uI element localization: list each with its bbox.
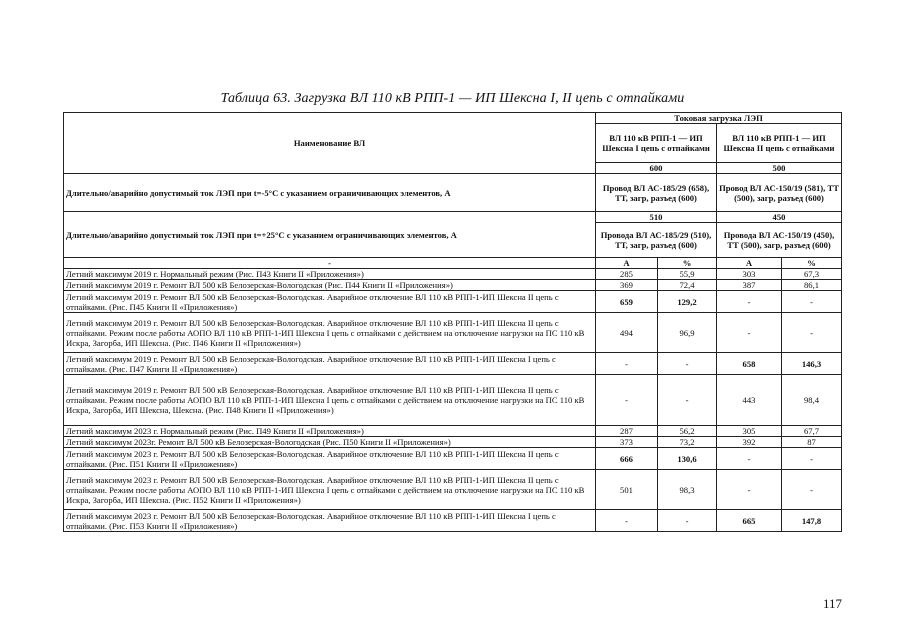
row-name: Летний максимум 2019 г. Нормальный режим (Рис. П43 Книги II «Приложения») — [64, 269, 596, 280]
cell-p2: 146,3 — [782, 353, 842, 375]
cell-a2: 658 — [717, 353, 782, 375]
limit-m5-elements-line1: Провод ВЛ АС-185/29 (658), ТТ, загр, разъед (600) — [596, 174, 717, 212]
cell-p2: - — [782, 470, 842, 510]
row-name: Летний максимум 2023 г. Нормальный режим (Рис. П49 Книги II «Приложения») — [64, 426, 596, 437]
limit-p25-elements-line2: Провода ВЛ АС-150/19 (450), ТТ (500), загр, разъед (600) — [717, 223, 842, 258]
cell-a1: 285 — [596, 269, 658, 280]
limit-p25-line2: 450 — [717, 212, 842, 223]
cell-p1: - — [658, 375, 717, 426]
cell-p2: - — [782, 313, 842, 353]
cell-a2: 305 — [717, 426, 782, 437]
table-caption: Таблица 63. Загрузка ВЛ 110 кВ РПП-1 — ИП Шексна I, II цепь с отпайками — [220, 91, 685, 106]
table-row — [64, 353, 842, 375]
limit-p25-elements-line1: Провода ВЛ АС-185/29 (510), ТТ, загр, разъед (600) — [596, 223, 717, 258]
row-name: Летний максимум 2019 г. Ремонт ВЛ 500 кВ Белозерская-Вологодская. Аварийное отключение ВЛ 110 кВ РПП-1-ИП Шексна II цепь с отпайками. (Рис. П45 Книги II «Приложения») — [64, 291, 596, 313]
cell-a1: 659 — [596, 291, 658, 313]
table-row — [64, 437, 842, 448]
table-row — [64, 510, 842, 532]
row-name: Летний максимум 2023 г. Ремонт ВЛ 500 кВ Белозерская-Вологодская. Аварийное отключение ВЛ 110 кВ РПП-1-ИП Шексна II цепь с отпайками. Режим после работы АОПО ВЛ 110 кВ РПП-1-ИП Шексна I цепь с отпайками с действием на отключение нагрузки на ПС 110 кВ Искра, Загорба, ИП Шексна. (Рис. П52 Книги II «Приложения») — [64, 470, 596, 510]
limit-m5-label: Длительно/аварийно допустимый ток ЛЭП при t=-5°С с указанием ограничивающих элементов, А — [64, 174, 596, 212]
limit-m5-elements-line2: Провод ВЛ АС-150/19 (581), ТТ (500), загр, разъед (600) — [717, 174, 842, 212]
cell-p2: - — [782, 291, 842, 313]
header-line-2: ВЛ 110 кВ РПП-1 — ИП Шексна II цепь с отпайками — [717, 124, 842, 163]
header-current-load: Токовая загрузка ЛЭП — [596, 113, 842, 124]
header-name-col: Наименование ВЛ — [64, 113, 596, 174]
cell-p1: 72,4 — [658, 280, 717, 291]
cell-a1: - — [596, 375, 658, 426]
cell-a2: - — [717, 291, 782, 313]
cell-a1: 287 — [596, 426, 658, 437]
cell-p1: 96,9 — [658, 313, 717, 353]
cell-a1: 494 — [596, 313, 658, 353]
limit-m5-line2: 500 — [717, 163, 842, 174]
cell-p2: 98,4 — [782, 375, 842, 426]
cell-a2: 303 — [717, 269, 782, 280]
cell-p2: 67,7 — [782, 426, 842, 437]
cell-p1: - — [658, 353, 717, 375]
table-row — [64, 426, 842, 437]
cell-a1: 369 — [596, 280, 658, 291]
cell-p1: 130,6 — [658, 448, 717, 470]
cell-p2: - — [782, 448, 842, 470]
row-name: Летний максимум 2019 г. Ремонт ВЛ 500 кВ Белозерская-Вологодская. Аварийное отключение ВЛ 110 кВ РПП-1-ИП Шексна II цепь с отпайками. Режим после работы АОПО ВЛ 110 кВ РПП-1-ИП Шексна I цепь с отпайками с действием на отключение нагрузки на ПС 110 кВ Искра, Загорба, ИП Шексна. (Рис. П46 Книги II «Приложения») — [64, 313, 596, 353]
cell-a1: 666 — [596, 448, 658, 470]
unit-pct-line2: % — [782, 258, 842, 269]
limit-m5-line1: 600 — [596, 163, 717, 174]
cell-p1: 55,9 — [658, 269, 717, 280]
cell-p2: 86,1 — [782, 280, 842, 291]
cell-a2: 665 — [717, 510, 782, 532]
unit-a-line2: А — [717, 258, 782, 269]
table-row — [64, 375, 842, 426]
table-row — [64, 280, 842, 291]
cell-p2: 67,3 — [782, 269, 842, 280]
row-name: Летний максимум 2019 г. Ремонт ВЛ 500 кВ Белозерская-Вологодская. Аварийное отключение ВЛ 110 кВ РПП-1-ИП Шексна I цепь с отпайками. (Рис. П47 Книги II «Приложения») — [64, 353, 596, 375]
cell-a1: 501 — [596, 470, 658, 510]
table-row — [64, 313, 842, 353]
cell-a2: 443 — [717, 375, 782, 426]
table-row — [64, 269, 842, 280]
page-number: 117 — [823, 596, 843, 611]
row-name: Летний максимум 2019 г. Ремонт ВЛ 500 кВ Белозерская-Вологодская. Аварийное отключение ВЛ 110 кВ РПП-1-ИП Шексна II цепь с отпайками. Режим после работы АОПО ВЛ 110 кВ РПП-1-ИП Шексна I цепь с отпайками с действием на отключение нагрузки на ПС 110 кВ Искра, Загорба, ИП Шексна, Шексна. (Рис. П48 Книги II «Приложения») — [64, 375, 596, 426]
cell-p1: 56,2 — [658, 426, 717, 437]
row-name: Летний максимум 2023г. Ремонт ВЛ 500 кВ Белозерская-Вологодская (Рис. П50 Книги II «Приложения») — [64, 437, 596, 448]
row-name: Летний максимум 2023 г. Ремонт ВЛ 500 кВ Белозерская-Вологодская. Аварийное отключение ВЛ 110 кВ РПП-1-ИП Шексна II цепь с отпайками. (Рис. П51 Книги II «Приложения») — [64, 448, 596, 470]
table-row — [64, 448, 842, 470]
cell-a2: - — [717, 470, 782, 510]
cell-a2: - — [717, 313, 782, 353]
row-name: Летний максимум 2019 г. Ремонт ВЛ 500 кВ Белозерская-Вологодская (Рис. П44 Книги II «Приложения») — [64, 280, 596, 291]
header-line-1: ВЛ 110 кВ РПП-1 — ИП Шексна I цепь с отпайками — [596, 124, 717, 163]
cell-p1: - — [658, 510, 717, 532]
table-row — [64, 470, 842, 510]
cell-a1: - — [596, 353, 658, 375]
limit-p25-line1: 510 — [596, 212, 717, 223]
unit-a-line1: А — [596, 258, 658, 269]
cell-a1: - — [596, 510, 658, 532]
cell-a2: 387 — [717, 280, 782, 291]
cell-p1: 73,2 — [658, 437, 717, 448]
cell-a2: 392 — [717, 437, 782, 448]
row-name: Летний максимум 2023 г. Ремонт ВЛ 500 кВ Белозерская-Вологодская. Аварийное отключение ВЛ 110 кВ РПП-1-ИП Шексна I цепь с отпайками. (Рис. П53 Книги II «Приложения») — [64, 510, 596, 532]
cell-p2: 87 — [782, 437, 842, 448]
cell-p2: 147,8 — [782, 510, 842, 532]
cell-a2: - — [717, 448, 782, 470]
cell-a1: 373 — [596, 437, 658, 448]
cell-p1: 98,3 — [658, 470, 717, 510]
unit-mark: - — [64, 258, 596, 269]
unit-pct-line1: % — [658, 258, 717, 269]
limit-p25-label: Длительно/аварийно допустимый ток ЛЭП при t=+25°С с указанием ограничивающих элементов, А — [64, 212, 596, 258]
load-table — [63, 112, 842, 532]
table-row — [64, 291, 842, 313]
cell-p1: 129,2 — [658, 291, 717, 313]
